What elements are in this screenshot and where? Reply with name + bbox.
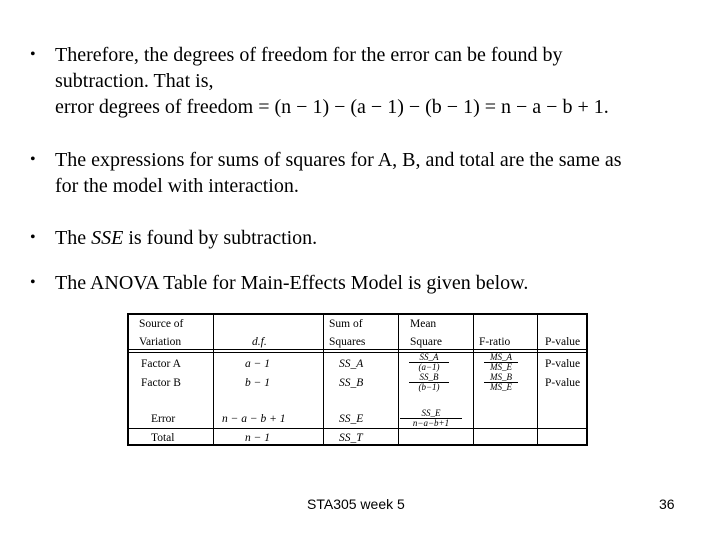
row-b-ss: SS_B — [339, 377, 364, 389]
bullet-4-line-1: The ANOVA Table for Main-Effects Model is given below. — [55, 272, 529, 294]
row-b-source: Factor B — [141, 377, 181, 389]
bullet-marker: • — [30, 274, 36, 291]
bullet-1-line-2: subtraction. That is, — [55, 70, 214, 92]
row-b-ms — [409, 373, 449, 392]
row-error-df: n − a − b + 1 — [222, 413, 286, 425]
col-divider — [213, 315, 214, 444]
bullet-3-line-1 — [55, 225, 700, 251]
bullet-2-line-2: for the model with interaction. — [55, 175, 299, 197]
header-rule — [129, 349, 586, 350]
row-b-f-num: MS_B — [484, 373, 518, 383]
row-error-ss: SS_E — [339, 413, 364, 425]
sse-term: SSE — [91, 227, 124, 249]
row-a-p: P-value — [545, 358, 581, 370]
header-f: F-ratio — [479, 336, 511, 348]
bullet-1-line-3: error degrees of freedom = (n − 1) − (a − 1) − (b − 1) = n − a − b + 1. — [55, 96, 609, 118]
header-p: P-value — [545, 336, 581, 348]
row-error-ms-den: n−a−b+1 — [412, 418, 450, 428]
bullet-marker: • — [30, 229, 36, 246]
row-error-ms — [400, 409, 462, 428]
header-ms-1: Mean — [410, 318, 437, 330]
bullet-3-pre: The — [55, 227, 92, 249]
row-error-source: Error — [151, 413, 176, 425]
row-b-f — [484, 373, 518, 392]
row-a-ms — [409, 353, 449, 372]
row-a-f — [484, 353, 518, 372]
header-source-2: Variation — [139, 336, 182, 348]
row-b-ms-den: (b−1) — [418, 382, 440, 392]
total-rule — [129, 428, 586, 429]
row-a-source: Factor A — [141, 358, 181, 370]
row-b-df: b − 1 — [245, 377, 271, 389]
page-number: 36 — [659, 496, 675, 512]
header-ms-2: Square — [410, 336, 442, 348]
header-ss-2: Squares — [329, 336, 366, 348]
col-divider — [473, 315, 474, 444]
col-divider — [323, 315, 324, 444]
row-a-ms-num: SS_A — [409, 353, 449, 363]
bullet-marker: • — [30, 151, 36, 168]
bullet-3-post: is found by subtraction. — [123, 227, 318, 249]
row-b-p: P-value — [545, 377, 581, 389]
row-a-ms-den: (a−1) — [418, 362, 440, 372]
row-a-f-num: MS_A — [484, 353, 518, 363]
bullet-marker: • — [30, 46, 36, 63]
footer-course: STA305 week 5 — [307, 496, 405, 512]
row-a-f-den: MS_E — [490, 362, 512, 372]
row-b-ms-num: SS_B — [409, 373, 449, 383]
row-total-source: Total — [151, 432, 175, 444]
header-ss-1: Sum of — [329, 318, 363, 330]
header-source-1: Source of — [139, 318, 184, 330]
row-b-f-den: MS_E — [490, 382, 512, 392]
bullet-1-line-1: Therefore, the degrees of freedom for the error can be found by — [55, 44, 563, 66]
col-divider — [537, 315, 538, 444]
bullet-2-line-1: The expressions for sums of squares for A, B, and total are the same as — [55, 149, 622, 171]
row-total-ss: SS_T — [339, 432, 363, 444]
row-total-df: n − 1 — [245, 432, 271, 444]
anova-table — [127, 313, 588, 446]
col-divider — [398, 315, 399, 444]
row-a-ss: SS_A — [339, 358, 364, 370]
row-error-ms-num: SS_E — [400, 409, 462, 419]
header-df: d.f. — [252, 336, 267, 348]
row-a-df: a − 1 — [245, 358, 271, 370]
